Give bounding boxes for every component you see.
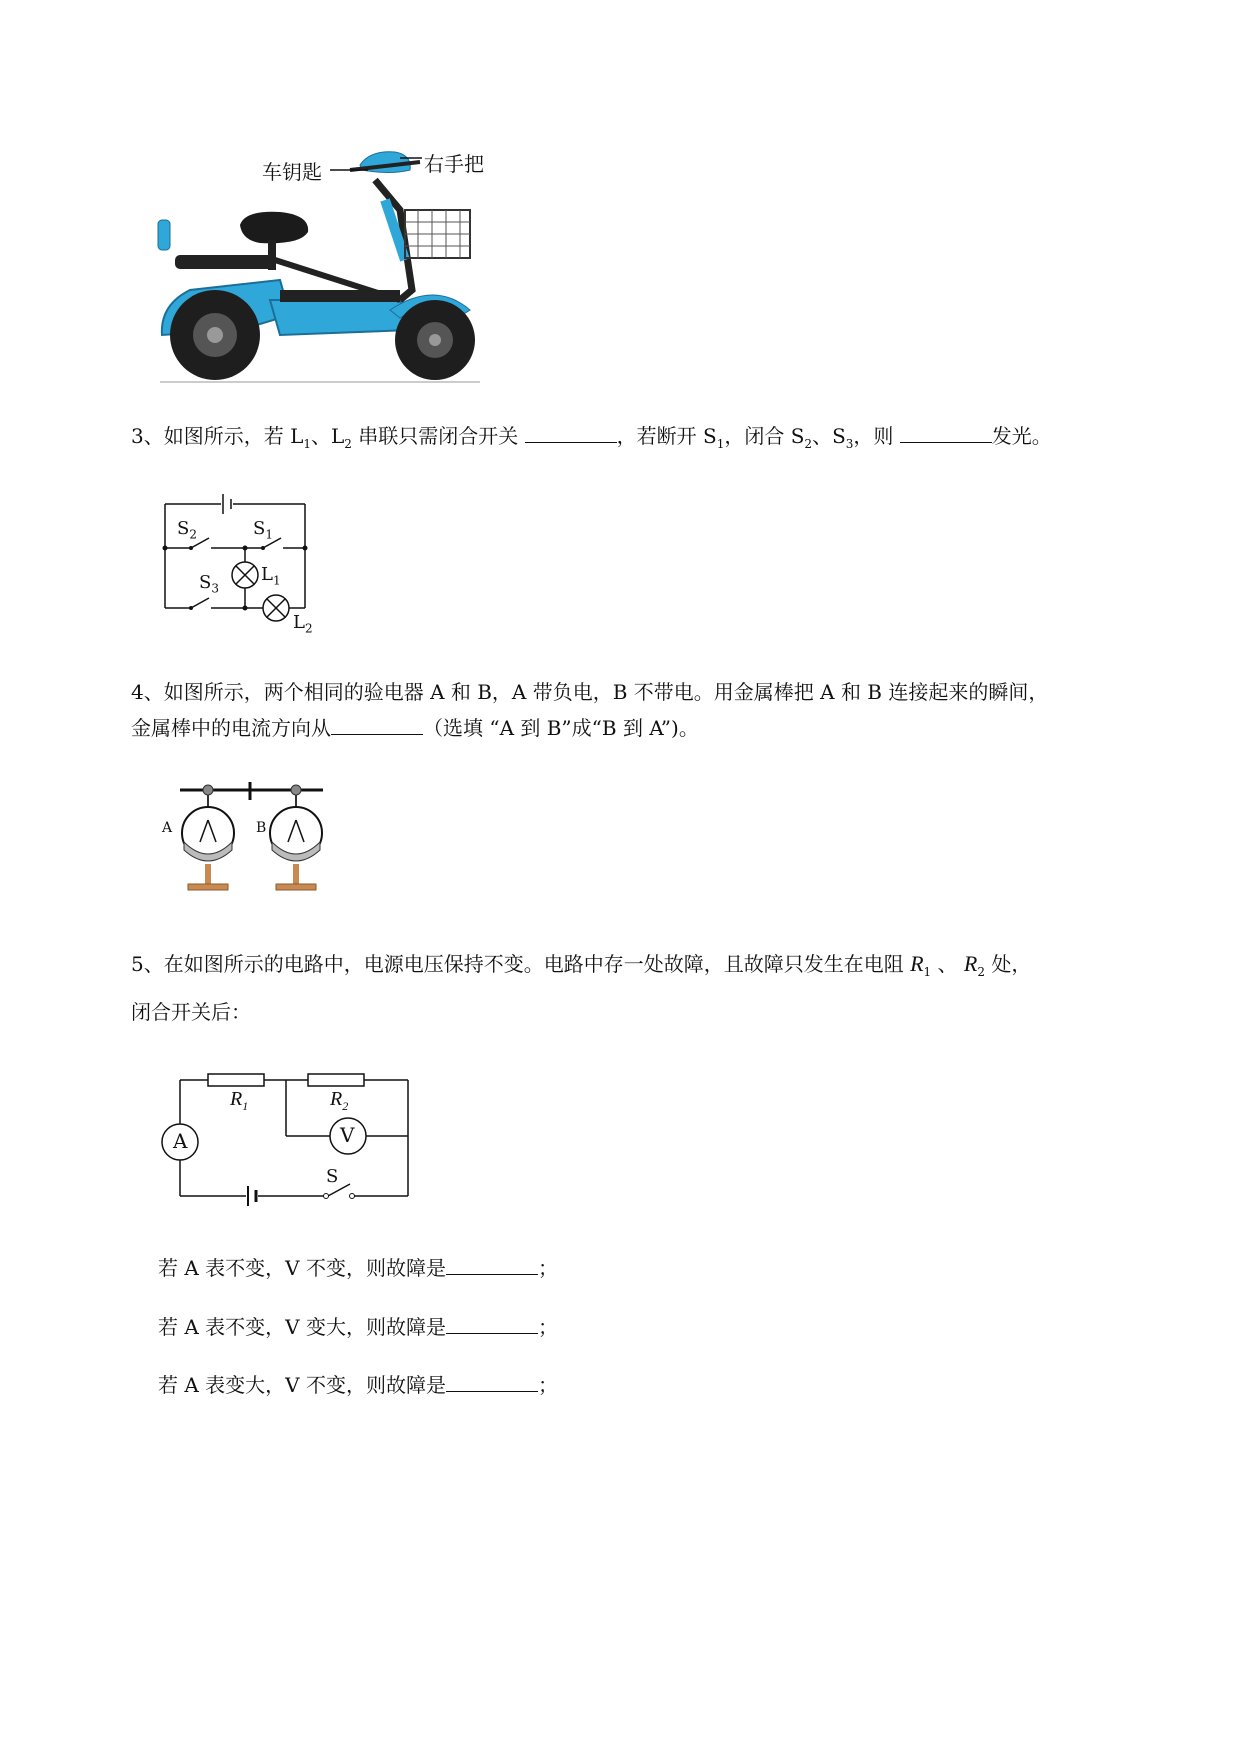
q3-s1: S	[703, 424, 717, 448]
q5-r1: R	[910, 951, 924, 976]
q3-s3-sub: 3	[845, 437, 854, 451]
question-5-line-2: 闭合开关后：	[131, 1000, 251, 1024]
electroscope-illustration	[158, 778, 328, 898]
q5-r2-sub: 2	[977, 965, 985, 979]
q5-item-1-end: ；	[537, 1256, 558, 1280]
circuit-diagram-2	[158, 1062, 418, 1212]
q3-l1: L	[290, 424, 304, 448]
lamp-l1-label: $L_1$	[261, 564, 281, 588]
q3-l2: L	[331, 424, 345, 448]
voltmeter-label: V	[340, 1123, 355, 1147]
q3-mid3: ，闭合	[724, 424, 791, 448]
switch-s1-label: $S_1$	[253, 518, 273, 542]
q3-sep2: 、	[812, 424, 833, 448]
q5-line1-suffix: 处，	[985, 952, 1032, 976]
question-4-line-1: 4、如图所示，两个相同的验电器 A 和 B，A 带负电，B 不带电。用金属棒把 A 和 B 连接起来的瞬间，	[131, 680, 1049, 704]
q3-sep1: 、	[311, 424, 332, 448]
resistor-r1-label: $R_1$	[230, 1088, 249, 1113]
answer-blank[interactable]	[446, 1254, 538, 1275]
key-label: 车钥匙	[262, 160, 322, 184]
q3-l2-sub: 2	[344, 437, 352, 451]
switch-s2-label: $S_2$	[177, 518, 197, 542]
electroscope-a-label: A	[162, 820, 173, 836]
scooter-illustration	[150, 140, 510, 390]
question-3	[131, 422, 1052, 458]
electroscope-figure	[158, 778, 328, 898]
q3-s2: S	[790, 424, 805, 448]
circuit-diagram-1	[155, 490, 330, 640]
q5-item-1-text: 若 A 表不变，V 不变，则故障是	[158, 1256, 446, 1280]
ammeter-label: A	[173, 1129, 188, 1153]
q3-suffix: 发光。	[991, 424, 1052, 448]
question-5-line-1	[131, 950, 1031, 986]
answer-blank[interactable]	[446, 1371, 538, 1392]
scooter-figure	[150, 140, 510, 390]
q3-s3: S	[832, 424, 846, 448]
q5-item-3	[158, 1371, 558, 1399]
q5-item-2	[158, 1313, 558, 1341]
q3-l1-sub: 1	[303, 437, 312, 451]
q5-item-3-end: ；	[537, 1373, 558, 1397]
q3-mid1: 串联只需闭合开关	[351, 424, 525, 448]
q5-line1-prefix: 5、在如图所示的电路中，电源电压保持不变。电路中存一处故障，且故障只发生在电阻	[131, 952, 911, 976]
q3-mid4: ，则	[853, 424, 900, 448]
answer-blank[interactable]	[900, 422, 992, 443]
q5-sep: 、	[931, 952, 964, 976]
question-4-line-2	[131, 714, 699, 742]
switch-label: S	[326, 1166, 339, 1187]
q5-r2: R	[963, 951, 978, 976]
q4-line2-suffix: （选填 “A 到 B”成“B 到 A”)。	[423, 716, 699, 740]
q4-line2-prefix: 金属棒中的电流方向从	[131, 716, 331, 740]
q5-item-3-text: 若 A 表变大，V 不变，则故障是	[158, 1373, 446, 1397]
q5-item-1	[158, 1254, 558, 1282]
q3-s2-sub: 2	[804, 437, 813, 451]
circuit-2-wiring	[158, 1062, 418, 1212]
q5-r1-sub: 1	[923, 965, 932, 979]
electroscope-b-label: B	[256, 820, 267, 836]
answer-blank[interactable]	[446, 1313, 538, 1334]
right-handle-label: 右手把	[424, 152, 484, 176]
lamp-l2-label: $L_2$	[293, 612, 313, 636]
resistor-r2-label: $R_2$	[330, 1088, 349, 1113]
q3-prefix: 3、如图所示，若	[131, 424, 291, 448]
answer-blank[interactable]	[331, 714, 423, 735]
switch-s3-label: $S_3$	[199, 572, 219, 596]
q5-item-2-end: ；	[537, 1315, 558, 1339]
q3-mid2: ，若断开	[616, 424, 704, 448]
q3-s1-sub: 1	[716, 437, 725, 451]
q5-item-2-text: 若 A 表不变，V 变大，则故障是	[158, 1315, 446, 1339]
answer-blank[interactable]	[525, 422, 617, 443]
